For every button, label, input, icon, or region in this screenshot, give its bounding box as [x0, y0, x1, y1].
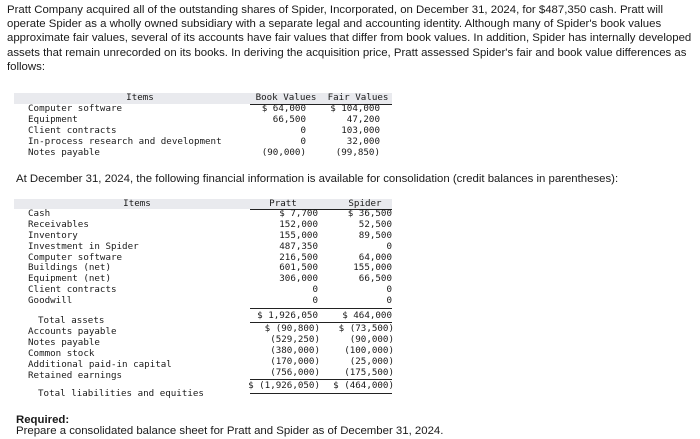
table1-item-column [28, 104, 248, 158]
table2-pratt-value: $ (90,800) [264, 323, 320, 334]
required-label: Required: [16, 414, 70, 426]
table1-book-value: $ 64,000 [261, 103, 306, 114]
table2-header-pratt: Pratt [269, 198, 297, 209]
table2-pratt-value: 487,350 [279, 240, 318, 252]
total-assets-rule [250, 308, 392, 309]
required-text: Prepare a consolidated balance sheet for Pratt and Spider as of December 31, 2024. [16, 425, 444, 437]
table2-header-items: Items [123, 198, 151, 209]
table2-pratt-value: 306,000 [279, 273, 318, 285]
table2-item: Equipment (net) [28, 273, 111, 285]
table2-asset-items [28, 209, 238, 307]
problem-intro: Pratt Company acquired all of the outstanding shares of Spider, Incorporated, on December 31, 2024, for $487,350 cash. Pratt will operate Spider as a wholly owned subsidiary with a separate legal and accounting identity. Although many of Spider's book values approximate fair values, several of its accounts have fair values that differ from book values. In addition, Spider has internally developed assets that remain unrecorded on its books. In deriving the acquisition price, Pratt assessed Spider's fair and book value differences as follows: [7, 4, 692, 73]
table2-pratt-value: (170,000) [270, 355, 320, 367]
table2-spider-value: 0 [386, 284, 392, 296]
table1-item: Client contracts [28, 124, 117, 136]
table2-item: Notes payable [28, 336, 100, 348]
table2-item: Buildings (net) [28, 262, 111, 274]
table2-item: Retained earnings [28, 369, 123, 381]
table1-book-value: (90,000) [261, 146, 306, 158]
table2-spider-value: 64,000 [358, 251, 392, 263]
table2-item: Inventory [28, 229, 78, 241]
table2-spider-value: (25,000) [349, 355, 394, 367]
table2-pratt-value: 0 [312, 295, 318, 307]
table2-spider-value: 89,500 [358, 229, 392, 241]
total-assets-pratt: $ 1,926,050 [257, 310, 318, 321]
table2-spider-value: (100,000) [344, 344, 394, 356]
table1-book-value: 66,500 [272, 113, 306, 125]
table2-pratt-value: 152,000 [279, 218, 318, 230]
table1-header-fair: Fair Values [327, 92, 389, 103]
table2-pratt-value: 601,500 [279, 262, 318, 274]
table1-fair-value: $ 104,000 [330, 103, 380, 114]
table2-item: Accounts payable [28, 326, 117, 337]
table2-item: Computer software [28, 251, 123, 263]
table1-book-column [240, 104, 306, 158]
table2-header-spider: Spider [348, 198, 382, 209]
table1-fair-column [312, 104, 380, 158]
table2-spider-assets [320, 209, 392, 307]
table2-pratt-liabilities [240, 324, 320, 378]
table2-spider-value: (175,500) [344, 366, 394, 378]
table1-fair-value: 32,000 [346, 135, 380, 147]
table2-pratt-value: 216,500 [279, 251, 318, 263]
table2-item: Investment in Spider [28, 240, 139, 252]
total-liab-bottom-rule [250, 393, 392, 394]
table1-fair-value: 103,000 [341, 124, 380, 136]
table2-pratt-value: 0 [312, 284, 318, 296]
table2-item: Common stock [28, 347, 95, 359]
table1-item: Computer software [28, 103, 123, 114]
table2-pratt-value: (380,000) [270, 344, 320, 356]
table2-spider-value: 52,500 [358, 218, 392, 230]
table2-spider-value: $ 36,500 [347, 208, 392, 219]
table2-spider-value: (90,000) [349, 333, 394, 345]
total-assets-spider: $ 464,000 [342, 310, 392, 321]
table1-header-book: Book Values [255, 92, 317, 103]
table1-item: Equipment [28, 113, 78, 125]
table2-header-shade [14, 199, 392, 209]
table1-book-value: 0 [300, 135, 306, 147]
table2-pratt-value: (756,000) [270, 366, 320, 378]
table2-pratt-value: 155,000 [279, 229, 318, 241]
table2-item: Client contracts [28, 284, 117, 296]
table2-liability-items [28, 327, 238, 381]
table1-fair-value: (99,850) [335, 146, 380, 158]
table2-spider-value: 66,500 [358, 273, 392, 285]
table2-spider-value: 0 [386, 240, 392, 252]
consolidation-intro: At December 31, 2024, the following financial information is available for consolidation (credit balances in parentheses): [16, 173, 619, 185]
total-liab-label: Total liabilities and equities [38, 388, 204, 399]
table1-item: In-process research and development [28, 135, 222, 147]
table2-item: Goodwill [28, 295, 73, 307]
table2-spider-value: 155,000 [353, 262, 392, 274]
total-assets-label: Total assets [38, 315, 105, 326]
table2-spider-value: 0 [386, 295, 392, 307]
table1-header-items: Items [126, 92, 154, 103]
table2-spider-liabilities [320, 324, 394, 378]
table2-pratt-value: (529,250) [270, 333, 320, 345]
table2-pratt-assets [240, 209, 318, 307]
total-liab-pratt: $ (1,926,050) [248, 380, 320, 391]
table2-item: Additional paid-in capital [28, 358, 172, 370]
table1-item: Notes payable [28, 146, 100, 158]
table2-pratt-value: $ 7,700 [279, 208, 318, 219]
table1-fair-value: 47,200 [346, 113, 380, 125]
total-liab-spider: $ (464,000) [333, 380, 394, 391]
table1-book-value: 0 [300, 124, 306, 136]
table2-item: Receivables [28, 218, 89, 230]
table2-spider-value: $ (73,500) [338, 323, 394, 334]
table2-item: Cash [28, 208, 51, 219]
